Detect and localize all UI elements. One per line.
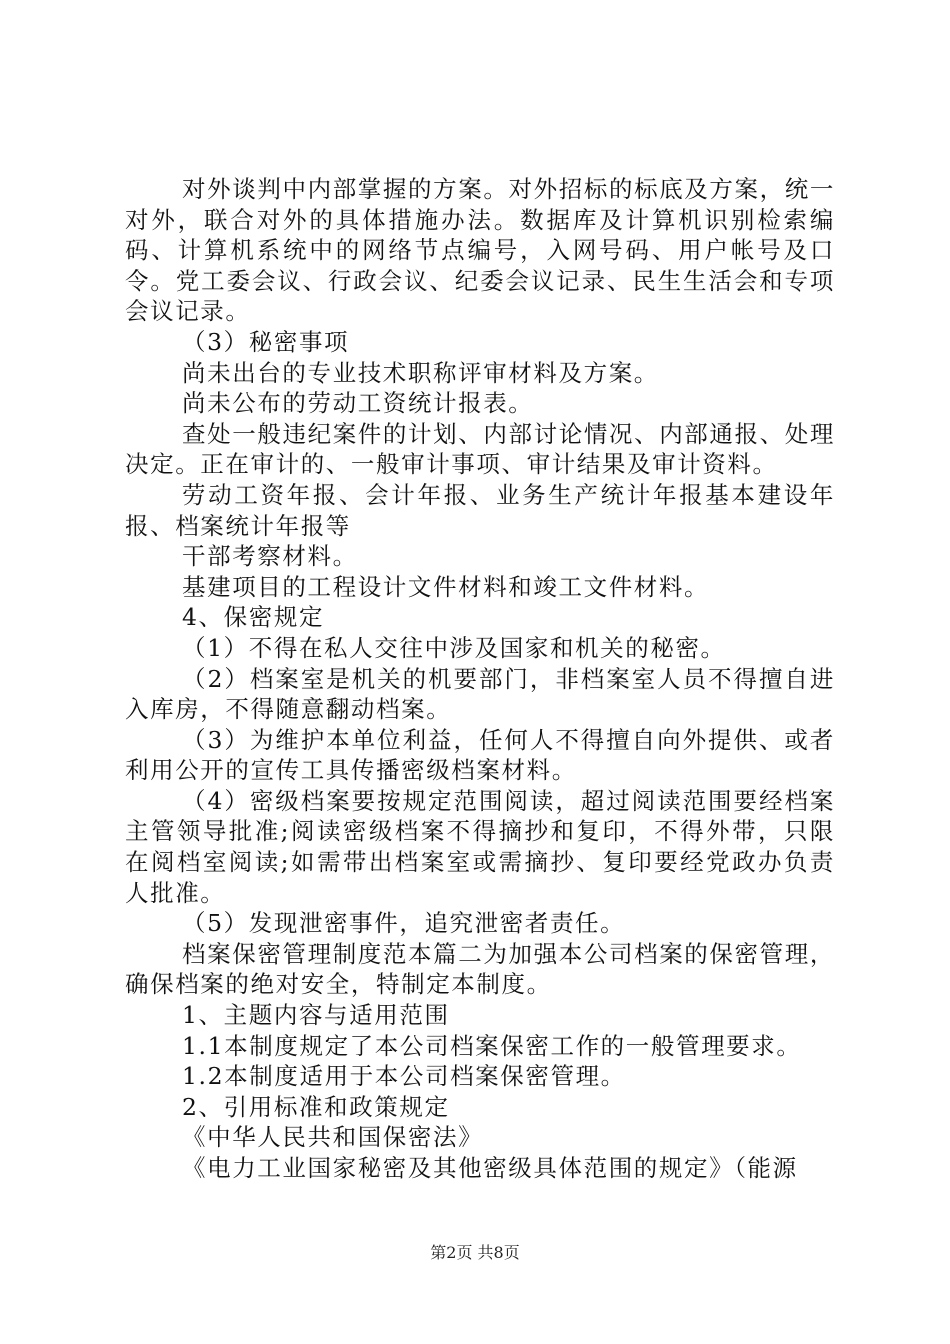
paragraph-6: 劳动工资年报、会计年报、业务生产统计年报基本建设年报、档案统计年报等	[125, 480, 835, 540]
document-body	[125, 174, 835, 1184]
paragraph-17: 1.1本制度规定了本公司档案保密工作的一般管理要求。	[182, 1031, 802, 1060]
paragraph-10: （1）不得在私人交往中涉及国家和机关的秘密。	[182, 633, 726, 662]
paragraph-13: （4）密级档案要按规定范围阅读，超过阅读范围要经档案主管领导批准;阅读密级档案不得摘抄和复印，不得外带，只限在阅档室阅读;如需带出档案室或需摘抄、复印要经党政办负责人批准。	[125, 786, 835, 907]
paragraph-12: （3）为维护本单位利益，任何人不得擅自向外提供、或者利用公开的宣传工具传播密级档案材料。	[125, 725, 835, 785]
paragraph-18: 1.2本制度适用于本公司档案保密管理。	[182, 1062, 626, 1091]
paragraph-3: 尚未出台的专业技术职称评审材料及方案。	[182, 358, 659, 387]
paragraph-21: 《电力工业国家秘密及其他密级具体范围的规定》（能源	[182, 1154, 798, 1182]
page-footer	[0, 1243, 950, 1263]
paragraph-2: （3）秘密事项	[182, 327, 350, 356]
paragraph-7: 干部考察材料。	[182, 542, 358, 571]
paragraph-20: 《中华人民共和国保密法》	[182, 1123, 484, 1152]
paragraph-8: 基建项目的工程设计文件材料和竣工文件材料。	[182, 572, 710, 601]
paragraph-19: 2、引用标准和政策规定	[182, 1092, 450, 1121]
paragraph-9: 4、保密规定	[182, 603, 325, 632]
paragraph-14: （5）发现泄密事件，追究泄密者责任。	[182, 909, 626, 938]
paragraph-4: 尚未公布的劳动工资统计报表。	[182, 389, 534, 418]
paragraph-5: 查处一般违纪案件的计划、内部讨论情况、内部通报、处理决定。正在审计的、一般审计事项、审计结果及审计资料。	[125, 419, 835, 479]
paragraph-11: （2）档案室是机关的机要部门，非档案室人员不得擅自进入库房，不得随意翻动档案。	[125, 664, 835, 724]
paragraph-15: 档案保密管理制度范本篇二为加强本公司档案的保密管理，确保档案的绝对安全，特制定本制度。	[125, 939, 835, 999]
page-number-label: 第2页 共8页	[430, 1243, 520, 1262]
paragraph-16: 1、主题内容与适用范围	[182, 1001, 450, 1030]
paragraph-1: 对外谈判中内部掌握的方案。对外招标的标底及方案，统一对外，联合对外的具体措施办法。数据库及计算机识别检索编码、计算机系统中的网络节点编号，入网号码、用户帐号及口令。党工委会议、行政会议、纪委会议记录、民生生活会和专项会议记录。	[125, 175, 835, 326]
